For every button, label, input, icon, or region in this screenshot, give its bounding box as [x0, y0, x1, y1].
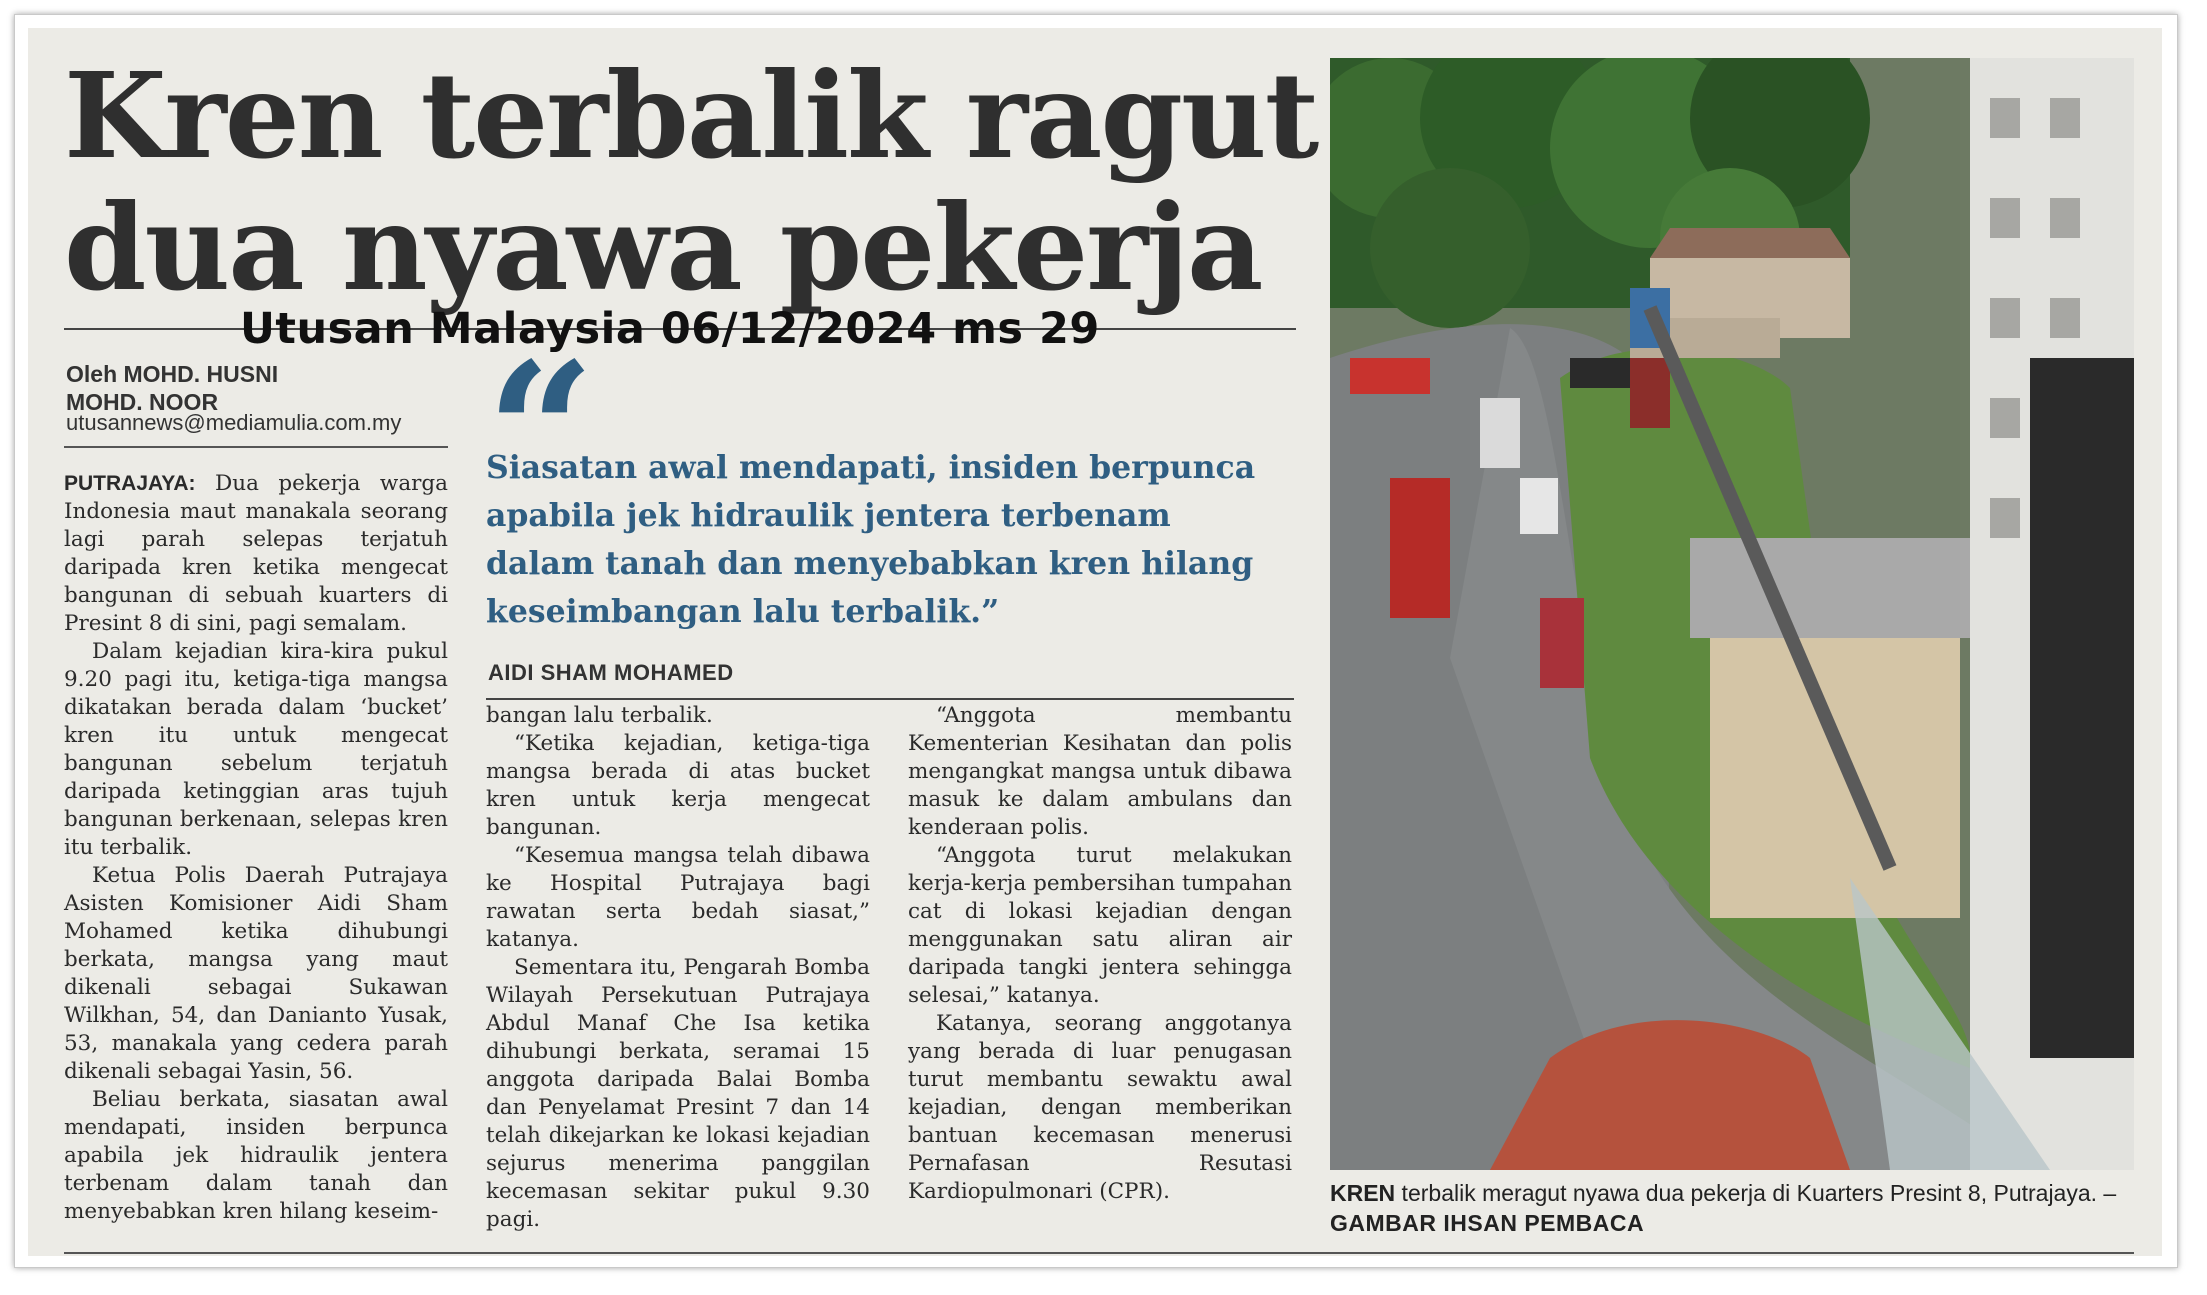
caption-lead: KREN [1330, 1180, 1396, 1206]
dateline: PUTRAJAYA: [64, 472, 196, 495]
pull-quote: Siasatan awal mendapati, insiden berpunca apabila jek hidraulik jentera terbenam dalam tanah dan menyebabkan kren hilang keseimbangan lalu terbalik.” [486, 449, 1256, 630]
article-column-1 [64, 470, 448, 1226]
bottom-rule [64, 1252, 2134, 1254]
byline-rule [64, 446, 448, 448]
caption-credit: GAMBAR IHSAN PEMBACA [1330, 1210, 1645, 1236]
paragraph: “Kesemua mangsa telah dibawa ke Hospital Putrajaya bagi rawatan serta bedah siasat,” katanya. [486, 843, 870, 952]
byline-line-1: Oleh MOHD. HUSNI [66, 361, 279, 387]
paragraph: “Ketika kejadian, ketiga-tiga mangsa berada di atas bucket kren untuk kerja mengecat bangunan. [486, 731, 870, 840]
crane-accident-scene [1330, 58, 2134, 1170]
byline-line-2: MOHD. NOOR [66, 389, 219, 415]
article-column-2 [486, 702, 870, 1234]
paragraph: “Anggota turut melakukan kerja-kerja pembersihan tumpahan cat di lokasi kejadian dengan menggunakan satu aliran air daripada tangki jentera sehingga selesai,” katanya. [908, 843, 1292, 1008]
article-column-3 [908, 702, 1292, 1206]
paragraph: Ketua Polis Daerah Putrajaya Asisten Komisioner Aidi Sham Mohamed ketika dihubungi berkata, mangsa yang maut dikenali sebagai Sukawan Wilkhan, 54, dan Danianto Yusak, 53, manakala yang cedera parah dikenali sebagai Yasin, 56. [64, 863, 448, 1084]
paragraph: “Anggota membantu Kementerian Kesihatan dan polis mengangkat mangsa untuk dibawa masuk ke dalam ambulans dan kenderaan polis. [908, 703, 1292, 840]
paragraph: PUTRAJAYA: Dua pekerja warga Indonesia maut manakala seorang lagi parah selepas terjatuh daripada kren ketika mengecat bangunan di sebuah kuarters di Presint 8 di sini, pagi semalam. [64, 471, 449, 636]
photo-caption [1330, 1178, 2134, 1238]
paragraph: Dalam kejadian kira-kira pukul 9.20 pagi itu, ketiga-tiga mangsa dikatakan berada dalam ‘bucket’ kren itu untuk mengecat bangunan sebelum terjatuh daripada ketinggian aras tujuh bangunan berkenaan, selepas kren itu terbalik. [64, 639, 448, 860]
byline [66, 360, 446, 416]
news-photo [1330, 58, 2134, 1170]
paragraph: Beliau berkata, siasatan awal mendapati, insiden berpunca apabila jek hidraulik jentera terbenam dalam tanah dan menyebabkan kren hilang keseim- [64, 1087, 448, 1224]
byline-email: utusannews@mediamulia.com.my [66, 410, 402, 435]
caption-text: terbalik meragut nyawa dua pekerja di Kuarters Presint 8, Putrajaya. – [1395, 1180, 2117, 1206]
quote-mark-icon: “ [486, 321, 596, 544]
paragraph: bangan lalu terbalik. [486, 703, 713, 728]
source-label: Utusan Malaysia 06/12/2024 ms 29 [240, 304, 1100, 354]
paragraph: Katanya, seorang anggotanya yang berada di luar penugasan turut membantu sewaktu awal kejadian, dengan memberikan bantuan kecemasan menerusi Pernafasan Resutasi Kardiopulmonari (CPR). [908, 1011, 1292, 1204]
paragraph: Sementara itu, Pengarah Bomba Wilayah Persekutuan Putrajaya Abdul Manaf Che Isa ketika dihubungi berkata, seramai 15 anggota daripada Balai Bomba dan Penyelamat Presint 7 dan 14 telah dikejarkan ke lokasi kejadian sejurus menerima panggilan kecemasan sekitar pukul 9.30 pagi. [486, 955, 870, 1232]
pull-quote-author: AIDI SHAM MOHAMED [488, 660, 734, 685]
headline [64, 46, 1324, 317]
pull-quote-rule [486, 698, 1294, 700]
headline-line-1: Kren terbalik ragut [64, 46, 1318, 185]
headline-line-2: dua nyawa pekerja [64, 178, 1262, 317]
